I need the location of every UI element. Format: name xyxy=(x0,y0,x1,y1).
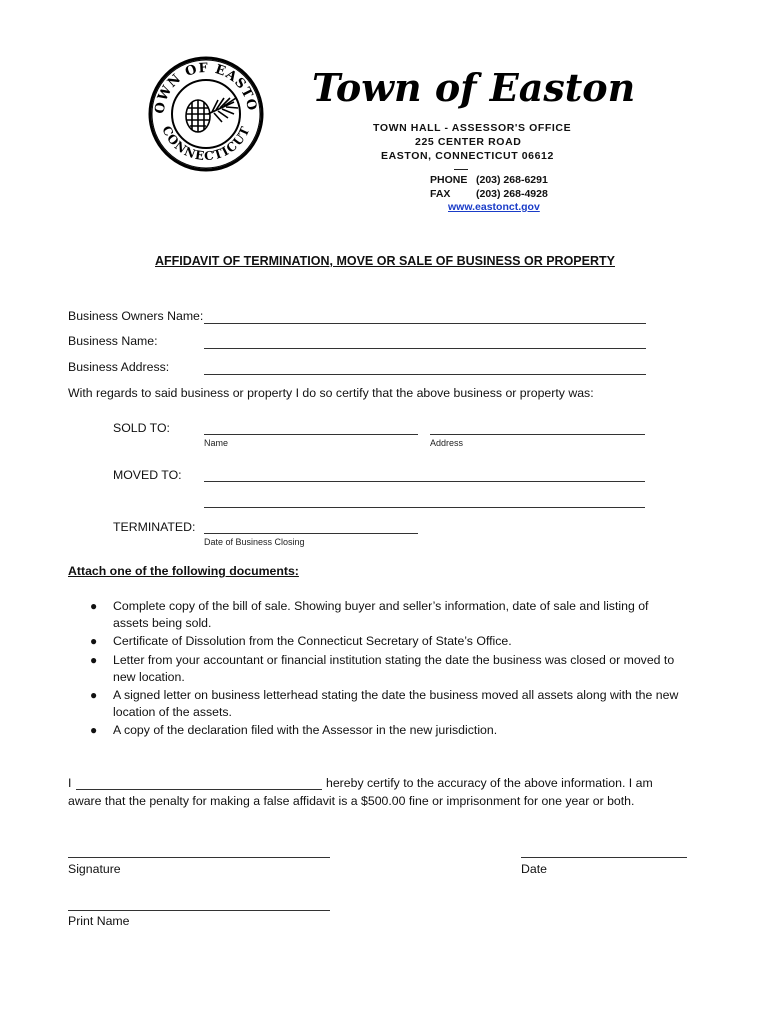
certification-prefix: I xyxy=(68,776,72,790)
moved-to-field-2[interactable] xyxy=(204,507,645,508)
owners-name-field[interactable] xyxy=(204,323,646,324)
attachment-item-4-cont: location of the assets. xyxy=(113,705,232,719)
attachment-item-2: Certificate of Dissolution from the Connecticut Secretary of State’s Office. xyxy=(113,634,512,648)
penalty-statement: aware that the penalty for making a false affidavit is a $500.00 fine or imprisonment for one year or both. xyxy=(68,794,635,808)
address-caption: Address xyxy=(430,438,464,448)
name-caption: Name xyxy=(204,438,229,448)
address-line-3: EASTON, CONNECTICUT 06612 xyxy=(381,150,554,162)
owners-name-label: Business Owners Name: xyxy=(68,309,204,323)
address-line-1: TOWN HALL - ASSESSOR'S OFFICE xyxy=(373,122,572,134)
moved-to-field-1[interactable] xyxy=(204,481,645,482)
sold-to-name-field[interactable] xyxy=(204,434,418,435)
certification-suffix: hereby certify to the accuracy of the above information. I am xyxy=(326,776,653,790)
attachment-item-4: A signed letter on business letterhead stating the date the business moved all assets along with the new xyxy=(113,688,679,702)
certifier-name-field[interactable] xyxy=(76,789,322,790)
seal-top-text: OWN OF EASTO xyxy=(152,60,260,115)
print-name-field[interactable] xyxy=(68,910,330,911)
attachment-item-5: A copy of the declaration filed with the Assessor in the new jurisdiction. xyxy=(113,723,498,737)
date-closing-caption: Date of Business Closing xyxy=(204,537,305,547)
attachment-item-1: Complete copy of the bill of sale. Showing buyer and seller’s information, date of sale and listing of xyxy=(113,599,649,613)
address-divider xyxy=(454,169,468,170)
bullet-icon: ● xyxy=(90,653,98,667)
business-address-label: Business Address: xyxy=(68,360,170,374)
form-heading: AFFIDAVIT OF TERMINATION, MOVE OR SALE OF BUSINESS OR PROPERTY xyxy=(155,254,615,268)
phone-label: PHONE xyxy=(430,174,468,186)
business-address-field[interactable] xyxy=(204,374,646,375)
certify-statement: With regards to said business or property I do so certify that the above business or property was: xyxy=(68,386,594,400)
signature-field[interactable] xyxy=(68,857,330,858)
date-label: Date xyxy=(521,862,547,876)
sold-to-label: SOLD TO: xyxy=(113,421,170,435)
website-link[interactable]: www.eastonct.gov xyxy=(448,201,540,213)
attachment-item-1-cont: assets being sold. xyxy=(113,616,212,630)
terminated-date-field[interactable] xyxy=(204,533,418,534)
attachments-heading: Attach one of the following documents: xyxy=(68,564,299,578)
phone-number: (203) 268-6291 xyxy=(476,174,548,186)
bullet-icon: ● xyxy=(90,688,98,702)
signature-label: Signature xyxy=(68,862,121,876)
attachment-item-3: Letter from your accountant or financial institution stating the date the business was closed or moved to xyxy=(113,653,675,667)
town-seal xyxy=(148,56,264,172)
attachment-item-3-cont: new location. xyxy=(113,670,185,684)
fax-label: FAX xyxy=(430,188,451,200)
moved-to-label: MOVED TO: xyxy=(113,468,182,482)
business-name-label: Business Name: xyxy=(68,334,158,348)
business-name-field[interactable] xyxy=(204,348,646,349)
date-field[interactable] xyxy=(521,857,687,858)
sold-to-address-field[interactable] xyxy=(430,434,645,435)
fax-number: (203) 268-4928 xyxy=(476,188,548,200)
bullet-icon: ● xyxy=(90,599,98,613)
page-title: Town of Easton xyxy=(312,65,636,110)
address-line-2: 225 CENTER ROAD xyxy=(415,136,522,148)
bullet-icon: ● xyxy=(90,723,98,737)
seal-bottom-text: CONNECTICUT xyxy=(159,123,253,164)
print-name-label: Print Name xyxy=(68,914,130,928)
terminated-label: TERMINATED: xyxy=(113,520,196,534)
bullet-icon: ● xyxy=(90,634,98,648)
